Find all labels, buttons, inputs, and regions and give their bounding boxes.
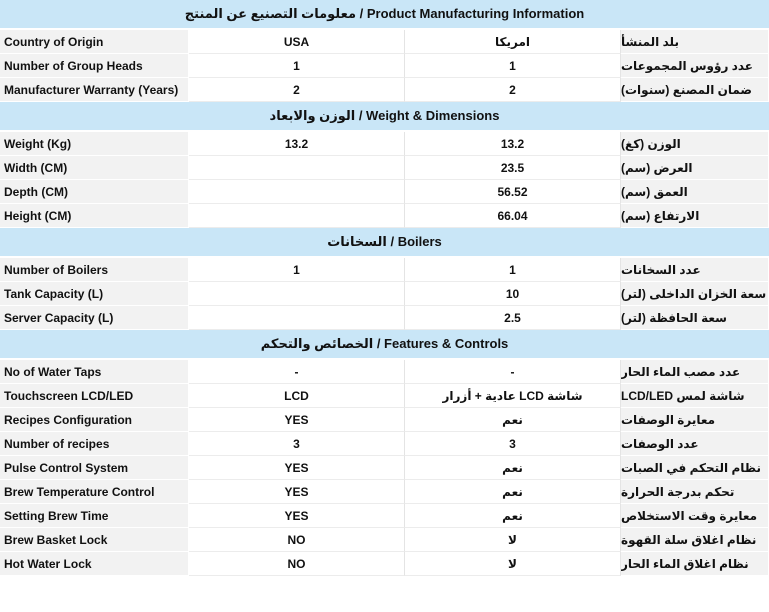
spec-label-en: Brew Basket Lock (0, 528, 189, 552)
spec-row (0, 408, 769, 432)
spec-value-secondary: شاشة LCD عادية + أزرار (405, 384, 621, 408)
spec-row (0, 456, 769, 480)
spec-row (0, 552, 769, 576)
spec-label-en: Pulse Control System (0, 456, 189, 480)
spec-value-secondary: 10 (405, 282, 621, 306)
spec-value-secondary: 23.5 (405, 156, 621, 180)
section-header: الخصائص والتحكم / Features & Controls (0, 330, 769, 360)
spec-value-primary: LCD (189, 384, 405, 408)
spec-value-primary: 3 (189, 432, 405, 456)
spec-value-secondary: 2.5 (405, 306, 621, 330)
spec-value-primary: YES (189, 456, 405, 480)
spec-value-primary (189, 204, 405, 228)
spec-label-ar: تحكم بدرجة الحرارة (621, 480, 769, 504)
spec-value-secondary: 2 (405, 78, 621, 102)
spec-label-en: Touchscreen LCD/LED (0, 384, 189, 408)
spec-label-en: Number of Boilers (0, 258, 189, 282)
spec-value-secondary: 13.2 (405, 132, 621, 156)
spec-value-secondary: امريكا (405, 30, 621, 54)
spec-label-en: Tank Capacity (L) (0, 282, 189, 306)
spec-value-secondary: 1 (405, 258, 621, 282)
spec-label-ar: نظام اغلاق سلة القهوة (621, 528, 769, 552)
spec-value-primary: NO (189, 552, 405, 576)
spec-label-ar: عدد مصب الماء الحار (621, 360, 769, 384)
section-header: السخانات / Boilers (0, 228, 769, 258)
spec-row (0, 306, 769, 330)
spec-value-primary: 13.2 (189, 132, 405, 156)
spec-label-ar: العمق (سم) (621, 180, 769, 204)
spec-value-primary: YES (189, 408, 405, 432)
spec-label-en: Manufacturer Warranty (Years) (0, 78, 189, 102)
spec-value-secondary: 66.04 (405, 204, 621, 228)
spec-value-primary: YES (189, 480, 405, 504)
spec-label-en: Width (CM) (0, 156, 189, 180)
spec-value-secondary: نعم (405, 480, 621, 504)
spec-label-en: Recipes Configuration (0, 408, 189, 432)
spec-value-primary: NO (189, 528, 405, 552)
spec-label-ar: شاشة لمس LCD/LED (621, 384, 769, 408)
section-header: معلومات التصنيع عن المنتج / Product Manufacturing Information (0, 0, 769, 30)
spec-row (0, 204, 769, 228)
spec-value-primary (189, 306, 405, 330)
spec-label-en: No of Water Taps (0, 360, 189, 384)
spec-label-ar: العرض (سم) (621, 156, 769, 180)
spec-value-secondary: لا (405, 552, 621, 576)
spec-row (0, 360, 769, 384)
spec-label-en: Number of recipes (0, 432, 189, 456)
spec-label-ar: نظام التحكم في الصبات (621, 456, 769, 480)
section-header: الوزن والابعاد / Weight & Dimensions (0, 102, 769, 132)
spec-row (0, 384, 769, 408)
spec-row (0, 180, 769, 204)
spec-value-secondary: لا (405, 528, 621, 552)
spec-value-primary (189, 282, 405, 306)
spec-label-en: Depth (CM) (0, 180, 189, 204)
spec-value-primary: YES (189, 504, 405, 528)
spec-value-primary: 1 (189, 258, 405, 282)
spec-label-en: Hot Water Lock (0, 552, 189, 576)
spec-value-primary: 2 (189, 78, 405, 102)
spec-row (0, 258, 769, 282)
spec-row (0, 132, 769, 156)
spec-label-ar: الارتفاع (سم) (621, 204, 769, 228)
spec-label-en: Server Capacity (L) (0, 306, 189, 330)
spec-label-ar: سعة الخزان الداخلى (لتر) (621, 282, 769, 306)
spec-row (0, 480, 769, 504)
spec-value-secondary: 56.52 (405, 180, 621, 204)
spec-value-primary: - (189, 360, 405, 384)
spec-label-ar: نظام اغلاق الماء الحار (621, 552, 769, 576)
spec-row (0, 432, 769, 456)
spec-value-primary: USA (189, 30, 405, 54)
spec-label-ar: ضمان المصنع (سنوات) (621, 78, 769, 102)
spec-label-en: Country of Origin (0, 30, 189, 54)
spec-value-primary (189, 180, 405, 204)
spec-row (0, 78, 769, 102)
spec-value-secondary: 1 (405, 54, 621, 78)
spec-label-ar: بلد المنشأ (621, 30, 769, 54)
spec-row (0, 504, 769, 528)
spec-label-ar: عدد السخانات (621, 258, 769, 282)
spec-label-en: Weight (Kg) (0, 132, 189, 156)
spec-label-ar: سعة الحافظة (لتر) (621, 306, 769, 330)
spec-value-secondary: نعم (405, 456, 621, 480)
spec-value-secondary: نعم (405, 504, 621, 528)
spec-value-secondary: - (405, 360, 621, 384)
spec-label-ar: الوزن (كغ) (621, 132, 769, 156)
spec-value-secondary: 3 (405, 432, 621, 456)
spec-label-en: Setting Brew Time (0, 504, 189, 528)
spec-row (0, 282, 769, 306)
spec-label-ar: عدد الوصفات (621, 432, 769, 456)
spec-row (0, 528, 769, 552)
spec-row (0, 30, 769, 54)
spec-value-primary (189, 156, 405, 180)
spec-label-en: Height (CM) (0, 204, 189, 228)
spec-label-en: Number of Group Heads (0, 54, 189, 78)
spec-label-ar: معايرة وقت الاستخلاص (621, 504, 769, 528)
spec-label-en: Brew Temperature Control (0, 480, 189, 504)
spec-value-primary: 1 (189, 54, 405, 78)
spec-row (0, 156, 769, 180)
spec-value-secondary: نعم (405, 408, 621, 432)
spec-row (0, 54, 769, 78)
spec-label-ar: عدد رؤوس المجموعات (621, 54, 769, 78)
spec-label-ar: معايرة الوصفات (621, 408, 769, 432)
